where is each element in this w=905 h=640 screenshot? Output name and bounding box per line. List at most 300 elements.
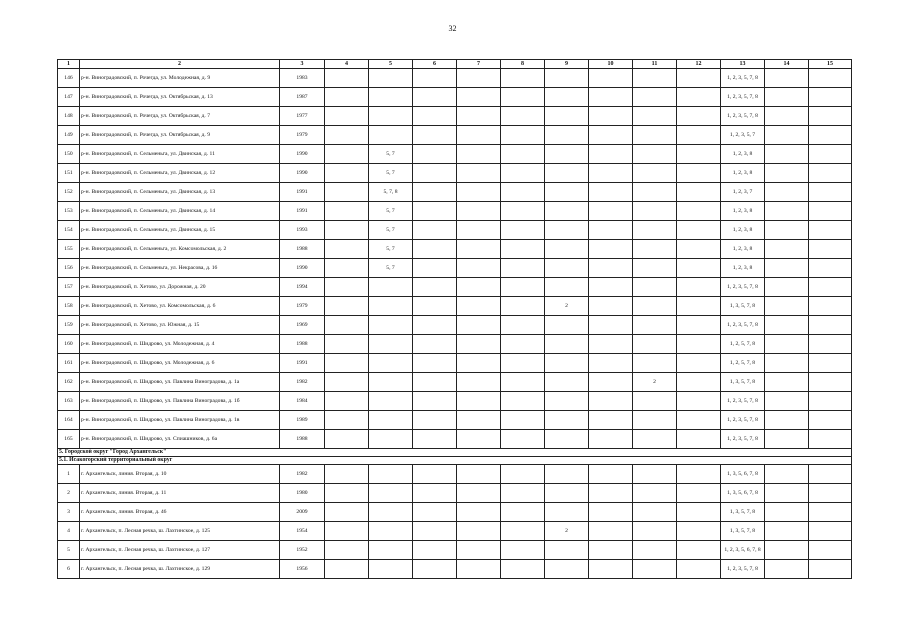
address-cell: р-н. Виноградовский, п. Хетово, ул. Дорожная, д. 20 [80,278,280,297]
empty-cell [809,373,852,392]
empty-cell [765,145,809,164]
empty-cell [809,392,852,411]
register-table [57,59,852,579]
col5-cell: 5, 7 [369,145,413,164]
col9-cell [545,335,589,354]
table-row [58,522,852,541]
empty-cell [589,411,633,430]
empty-cell [589,354,633,373]
table-row [58,484,852,503]
col5-cell [369,278,413,297]
empty-cell [765,240,809,259]
col5-cell [369,465,413,484]
col13-cell: 1, 2, 3, 5, 7, 8 [721,107,765,126]
empty-cell [501,430,545,449]
column-header: 3 [280,60,325,69]
empty-cell [765,297,809,316]
row-number: 1 [58,465,80,484]
col11-cell [633,69,677,88]
year-cell: 1990 [280,259,325,278]
section-title: 5. Городской округ "Город Архангельск" [58,449,852,457]
address-cell: р-н. Виноградовский, п. Хетово, ул. Комсомольская, д. 6 [80,297,280,316]
col11-cell [633,316,677,335]
col5-cell: 5, 7 [369,202,413,221]
address-cell: р-н. Виноградовский, п. Шидрово, ул. Павлина Виноградова, д. 1б [80,392,280,411]
empty-cell [765,484,809,503]
empty-cell [765,392,809,411]
row-number: 161 [58,354,80,373]
empty-cell [325,465,369,484]
col9-cell: 2 [545,522,589,541]
year-cell: 1983 [280,69,325,88]
table-row [58,107,852,126]
empty-cell [809,297,852,316]
col13-cell: 1, 2, 5, 7, 8 [721,354,765,373]
empty-cell [809,484,852,503]
empty-cell [589,503,633,522]
empty-cell [765,560,809,579]
col13-cell: 1, 2, 3, 8 [721,240,765,259]
empty-cell [413,392,457,411]
address-cell: р-н. Виноградовский, п. Рочегда, ул. Октябрьская, д. 7 [80,107,280,126]
col13-cell: 1, 2, 3, 8 [721,202,765,221]
year-cell: 1980 [280,484,325,503]
empty-cell [589,522,633,541]
empty-cell [809,278,852,297]
empty-cell [589,297,633,316]
empty-cell [765,503,809,522]
empty-cell [677,465,721,484]
table-row [58,465,852,484]
year-cell: 1988 [280,335,325,354]
column-header: 9 [545,60,589,69]
table-row [58,335,852,354]
empty-cell [413,503,457,522]
col11-cell [633,107,677,126]
empty-cell [413,88,457,107]
subsection-title: 5.1. Исакогорский территориальный округ [58,457,852,465]
empty-cell [589,316,633,335]
year-cell: 1990 [280,164,325,183]
row-number: 160 [58,335,80,354]
col9-cell [545,392,589,411]
empty-cell [413,354,457,373]
col13-cell: 1, 2, 5, 7, 8 [721,335,765,354]
col13-cell: 1, 3, 5, 7, 8 [721,503,765,522]
col11-cell [633,259,677,278]
table-row [58,88,852,107]
col5-cell [369,316,413,335]
empty-cell [457,69,501,88]
col11-cell [633,278,677,297]
row-number: 159 [58,316,80,335]
empty-cell [765,164,809,183]
empty-cell [501,183,545,202]
empty-cell [457,465,501,484]
empty-cell [325,164,369,183]
empty-cell [501,392,545,411]
col5-cell [369,541,413,560]
address-cell: р-н. Виноградовский, п. Сельменьга, ул. Двинская, д. 14 [80,202,280,221]
year-cell: 1979 [280,297,325,316]
column-header: 15 [809,60,852,69]
col9-cell [545,183,589,202]
empty-cell [457,541,501,560]
empty-cell [677,278,721,297]
empty-cell [809,145,852,164]
empty-cell [457,430,501,449]
col9-cell [545,465,589,484]
empty-cell [325,297,369,316]
col9-cell: 2 [545,297,589,316]
empty-cell [765,126,809,145]
empty-cell [325,541,369,560]
empty-cell [589,278,633,297]
empty-cell [325,107,369,126]
col9-cell [545,202,589,221]
empty-cell [677,316,721,335]
empty-cell [413,560,457,579]
empty-cell [809,126,852,145]
column-header: 12 [677,60,721,69]
empty-cell [413,430,457,449]
column-header: 1 [58,60,80,69]
year-cell: 1952 [280,541,325,560]
year-cell: 1993 [280,221,325,240]
empty-cell [677,335,721,354]
empty-cell [677,107,721,126]
col13-cell: 1, 2, 3, 5, 7 [721,126,765,145]
empty-cell [677,126,721,145]
col11-cell [633,503,677,522]
col11-cell [633,354,677,373]
empty-cell [501,354,545,373]
empty-cell [501,107,545,126]
empty-cell [457,183,501,202]
col5-cell [369,335,413,354]
table-row [58,316,852,335]
table-row [58,354,852,373]
empty-cell [501,316,545,335]
row-number: 153 [58,202,80,221]
table-row [58,145,852,164]
address-cell: г. Архангельск, линия. Вторая, д. 11 [80,484,280,503]
col11-cell [633,465,677,484]
address-cell: р-н. Виноградовский, п. Сельменьга, ул. Комсомольская, д. 2 [80,240,280,259]
col13-cell: 1, 2, 3, 8 [721,221,765,240]
empty-cell [809,522,852,541]
col5-cell [369,373,413,392]
col13-cell: 1, 2, 3, 8 [721,164,765,183]
empty-cell [677,88,721,107]
empty-cell [765,411,809,430]
col13-cell: 1, 2, 3, 5, 6, 7, 8 [721,541,765,560]
table-row [58,503,852,522]
year-cell: 2009 [280,503,325,522]
empty-cell [765,183,809,202]
empty-cell [501,259,545,278]
empty-cell [413,278,457,297]
address-cell: р-н. Виноградовский, п. Сельменьга, ул. Двинская, д. 11 [80,145,280,164]
row-number: 148 [58,107,80,126]
empty-cell [809,107,852,126]
empty-cell [677,430,721,449]
column-header: 14 [765,60,809,69]
table-row [58,411,852,430]
empty-cell [809,541,852,560]
year-cell: 1988 [280,240,325,259]
col5-cell: 5, 7, 8 [369,183,413,202]
address-cell: р-н. Виноградовский, п. Сельменьга, ул. Некрасова, д. 16 [80,259,280,278]
col13-cell: 1, 2, 3, 5, 7, 8 [721,69,765,88]
row-number: 155 [58,240,80,259]
column-header: 11 [633,60,677,69]
empty-cell [677,392,721,411]
empty-cell [457,297,501,316]
empty-cell [589,126,633,145]
address-cell: р-н. Виноградовский, п. Рочегда, ул. Октябрьская, д. 13 [80,88,280,107]
empty-cell [457,164,501,183]
empty-cell [589,221,633,240]
address-cell: р-н. Виноградовский, п. Хетово, ул. Южная, д. 15 [80,316,280,335]
address-cell: р-н. Виноградовский, п. Шидрово, ул. Молодежная, д. 6 [80,354,280,373]
empty-cell [765,465,809,484]
empty-cell [325,278,369,297]
empty-cell [325,240,369,259]
table-row [58,240,852,259]
empty-cell [809,316,852,335]
col5-cell [369,484,413,503]
empty-cell [501,202,545,221]
col11-cell [633,164,677,183]
col11-cell [633,240,677,259]
empty-cell [809,69,852,88]
col5-cell [369,354,413,373]
empty-cell [457,411,501,430]
empty-cell [325,430,369,449]
empty-cell [765,335,809,354]
col13-cell: 1, 2, 3, 5, 7, 8 [721,88,765,107]
col11-cell [633,335,677,354]
empty-cell [677,560,721,579]
col11-cell [633,560,677,579]
row-number: 150 [58,145,80,164]
column-header: 6 [413,60,457,69]
empty-cell [413,465,457,484]
empty-cell [765,88,809,107]
empty-cell [589,240,633,259]
row-number: 164 [58,411,80,430]
empty-cell [589,107,633,126]
empty-cell [413,145,457,164]
year-cell: 1969 [280,316,325,335]
empty-cell [457,202,501,221]
col5-cell [369,503,413,522]
empty-cell [765,107,809,126]
page-number: 32 [448,24,457,33]
empty-cell [765,278,809,297]
empty-cell [677,354,721,373]
year-cell: 1977 [280,107,325,126]
empty-cell [413,484,457,503]
year-cell: 1982 [280,373,325,392]
empty-cell [765,259,809,278]
column-header: 2 [80,60,280,69]
table-body-part-b [58,465,852,579]
empty-cell [413,373,457,392]
row-number: 152 [58,183,80,202]
empty-cell [325,202,369,221]
empty-cell [677,183,721,202]
empty-cell [413,522,457,541]
col13-cell: 1, 2, 3, 5, 7, 8 [721,411,765,430]
empty-cell [457,278,501,297]
table-row [58,202,852,221]
empty-cell [589,164,633,183]
table-row [58,297,852,316]
row-number: 162 [58,373,80,392]
col9-cell [545,145,589,164]
empty-cell [413,411,457,430]
empty-cell [765,373,809,392]
empty-cell [413,240,457,259]
table-row [58,430,852,449]
col9-cell [545,278,589,297]
col5-cell: 5, 7 [369,221,413,240]
table-row [58,373,852,392]
year-cell: 1979 [280,126,325,145]
empty-cell [457,316,501,335]
empty-cell [413,183,457,202]
empty-cell [325,522,369,541]
empty-cell [677,164,721,183]
empty-cell [457,259,501,278]
empty-cell [457,560,501,579]
year-cell: 1954 [280,522,325,541]
col5-cell [369,411,413,430]
col5-cell: 5, 7 [369,164,413,183]
col11-cell [633,202,677,221]
year-cell: 1984 [280,392,325,411]
empty-cell [457,88,501,107]
table-body-part-a [58,69,852,449]
col13-cell: 1, 2, 3, 5, 7, 8 [721,430,765,449]
empty-cell [325,354,369,373]
col11-cell [633,430,677,449]
col5-cell: 5, 7 [369,240,413,259]
empty-cell [677,484,721,503]
empty-cell [677,221,721,240]
empty-cell [765,69,809,88]
empty-cell [677,373,721,392]
address-cell: р-н. Виноградовский, п. Рочегда, ул. Октябрьская, д. 9 [80,126,280,145]
col11-cell [633,392,677,411]
empty-cell [589,484,633,503]
col13-cell: 1, 2, 3, 5, 7, 8 [721,392,765,411]
empty-cell [589,392,633,411]
empty-cell [413,316,457,335]
empty-cell [809,430,852,449]
empty-cell [501,522,545,541]
empty-cell [809,221,852,240]
col13-cell: 1, 3, 5, 6, 7, 8 [721,465,765,484]
empty-cell [457,240,501,259]
empty-cell [325,484,369,503]
address-cell: г. Архангельск, п. Лесная речка, ш. Лахтинское, д. 129 [80,560,280,579]
col5-cell [369,69,413,88]
row-number: 3 [58,503,80,522]
empty-cell [809,164,852,183]
empty-cell [589,88,633,107]
empty-cell [589,145,633,164]
address-cell: р-н. Виноградовский, п. Шидрово, ул. Павлина Виноградова, д. 1а [80,373,280,392]
empty-cell [501,126,545,145]
empty-cell [413,202,457,221]
empty-cell [677,145,721,164]
col9-cell [545,107,589,126]
col9-cell [545,484,589,503]
address-cell: р-н. Виноградовский, п. Сельменьга, ул. Двинская, д. 12 [80,164,280,183]
empty-cell [809,335,852,354]
col9-cell [545,411,589,430]
table-row [58,259,852,278]
empty-cell [501,69,545,88]
address-cell: г. Архангельск, линия. Вторая, д. 46 [80,503,280,522]
empty-cell [325,560,369,579]
year-cell: 1982 [280,465,325,484]
row-number: 158 [58,297,80,316]
year-cell: 1988 [280,430,325,449]
empty-cell [765,541,809,560]
row-number: 146 [58,69,80,88]
empty-cell [413,221,457,240]
col5-cell [369,126,413,145]
column-header: 10 [589,60,633,69]
table-row [58,392,852,411]
row-number: 151 [58,164,80,183]
empty-cell [589,335,633,354]
empty-cell [809,183,852,202]
address-cell: г. Архангельск, п. Лесная речка, ш. Лахтинское, д. 125 [80,522,280,541]
col9-cell [545,541,589,560]
empty-cell [501,503,545,522]
subsection-row [58,457,852,465]
empty-cell [677,69,721,88]
col9-cell [545,88,589,107]
empty-cell [457,354,501,373]
col5-cell [369,107,413,126]
column-header: 5 [369,60,413,69]
col9-cell [545,503,589,522]
col11-cell [633,145,677,164]
empty-cell [413,335,457,354]
address-cell: р-н. Виноградовский, п. Сельменьга, ул. Двинская, д. 15 [80,221,280,240]
empty-cell [457,126,501,145]
empty-cell [589,183,633,202]
empty-cell [765,430,809,449]
col5-cell [369,392,413,411]
year-cell: 1991 [280,202,325,221]
row-number: 5 [58,541,80,560]
address-cell: р-н. Виноградовский, п. Рочегда, ул. Молодежная, д. 9 [80,69,280,88]
empty-cell [457,145,501,164]
col11-cell [633,88,677,107]
col5-cell: 5, 7 [369,259,413,278]
empty-cell [457,335,501,354]
row-number: 4 [58,522,80,541]
address-cell: р-н. Виноградовский, п. Шидрово, ул. Молодежная, д. 4 [80,335,280,354]
col9-cell [545,373,589,392]
